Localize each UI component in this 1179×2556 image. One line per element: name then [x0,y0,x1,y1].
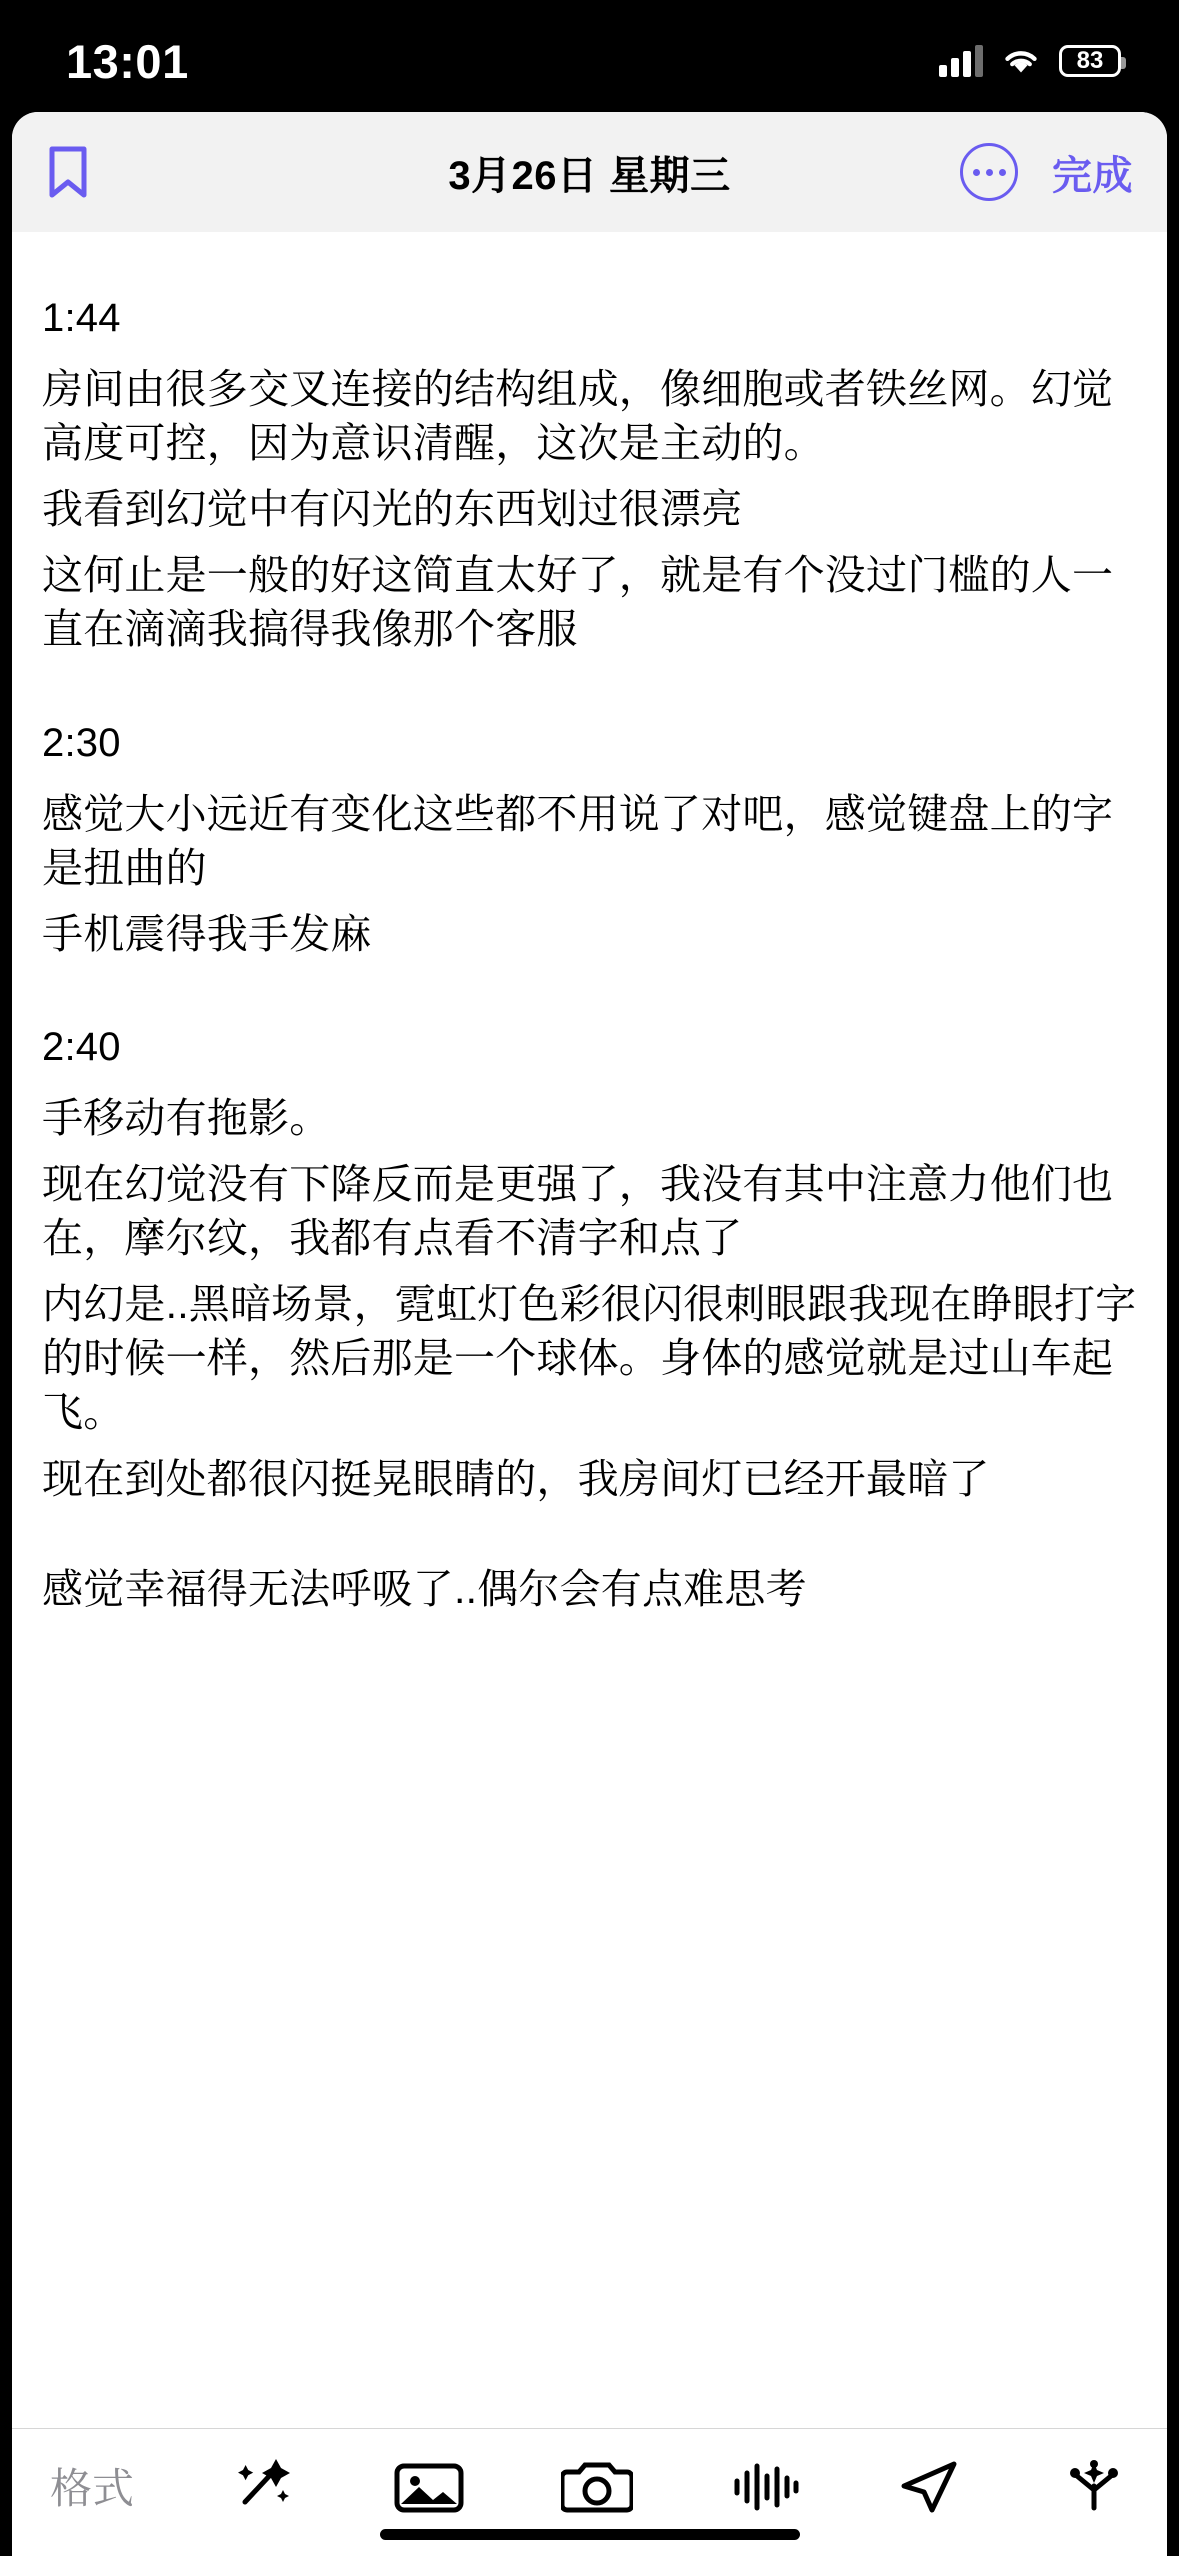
sparkle-branch-icon[interactable] [1059,2438,1129,2534]
cellular-signal-icon [939,45,983,77]
note-paragraph: 感觉幸福得无法呼吸了..偶尔会有点难思考 [42,1565,807,1612]
ellipsis-circle-icon[interactable] [960,143,1018,201]
note-paragraph: 这何止是一般的好这简直太好了，就是有个没过门槛的人一直在滴滴我搞得我像那个客服 [42,552,1114,653]
status-time: 13:01 [66,34,189,88]
status-indicators [939,35,1121,77]
timestamp: 2:40 [42,1024,121,1069]
note-paragraph: 现在幻觉没有下降反而是更强了，我没有其中注意力他们也在，摩尔纹，我都有点看不清字和点了 [42,1160,1114,1262]
wifi-icon [1001,46,1041,76]
navigation-bar [12,112,1167,232]
home-indicator [380,2529,800,2540]
note-block [42,1562,1137,1616]
send-icon[interactable] [896,2438,962,2534]
nav-actions [960,143,1133,201]
photo-icon[interactable] [393,2438,465,2534]
note-paragraph: 房间由很多交叉连接的结构组成，像细胞或者铁丝网。幻觉高度可控，因为意识清醒，这次是主动的。 [42,366,1114,467]
note-paragraph: 现在到处都很闪挺晃眼睛的，我房间灯已经开最暗了 [42,1455,990,1502]
battery-level: 83 [1076,47,1104,74]
note-block [42,713,1137,961]
audio-waveform-icon[interactable] [730,2438,800,2534]
note-paragraph: 我看到幻觉中有闪光的东西划过很漂亮 [42,486,743,533]
done-button[interactable]: 完成 [1052,153,1133,198]
note-paragraph: 手机震得我手发麻 [42,910,372,957]
bookmark-icon[interactable] [46,145,90,199]
note-block [42,1017,1137,1506]
note-paragraph: 手移动有拖影。 [42,1094,331,1141]
timestamp: 2:30 [42,720,121,765]
format-button[interactable]: 格式 [50,2464,135,2512]
camera-icon[interactable] [561,2438,633,2534]
note-sheet [12,112,1167,2556]
timestamp: 1:44 [42,296,121,340]
note-paragraph: 感觉大小远近有变化这些都不用说了对吧，感觉键盘上的字是扭曲的 [42,790,1114,891]
page-title: 3月26日 星期三 [448,153,731,198]
note-content[interactable] [12,232,1167,2428]
battery-icon [1059,45,1121,77]
magic-wand-icon[interactable] [231,2438,297,2534]
note-paragraph: 内幻是..黑暗场景，霓虹灯色彩很闪很刺眼跟我现在睁眼打字的时候一样，然后那是一个球体。身体的感觉就是过山车起飞。 [42,1281,1137,1436]
status-bar [0,0,1179,112]
note-block [42,288,1137,657]
